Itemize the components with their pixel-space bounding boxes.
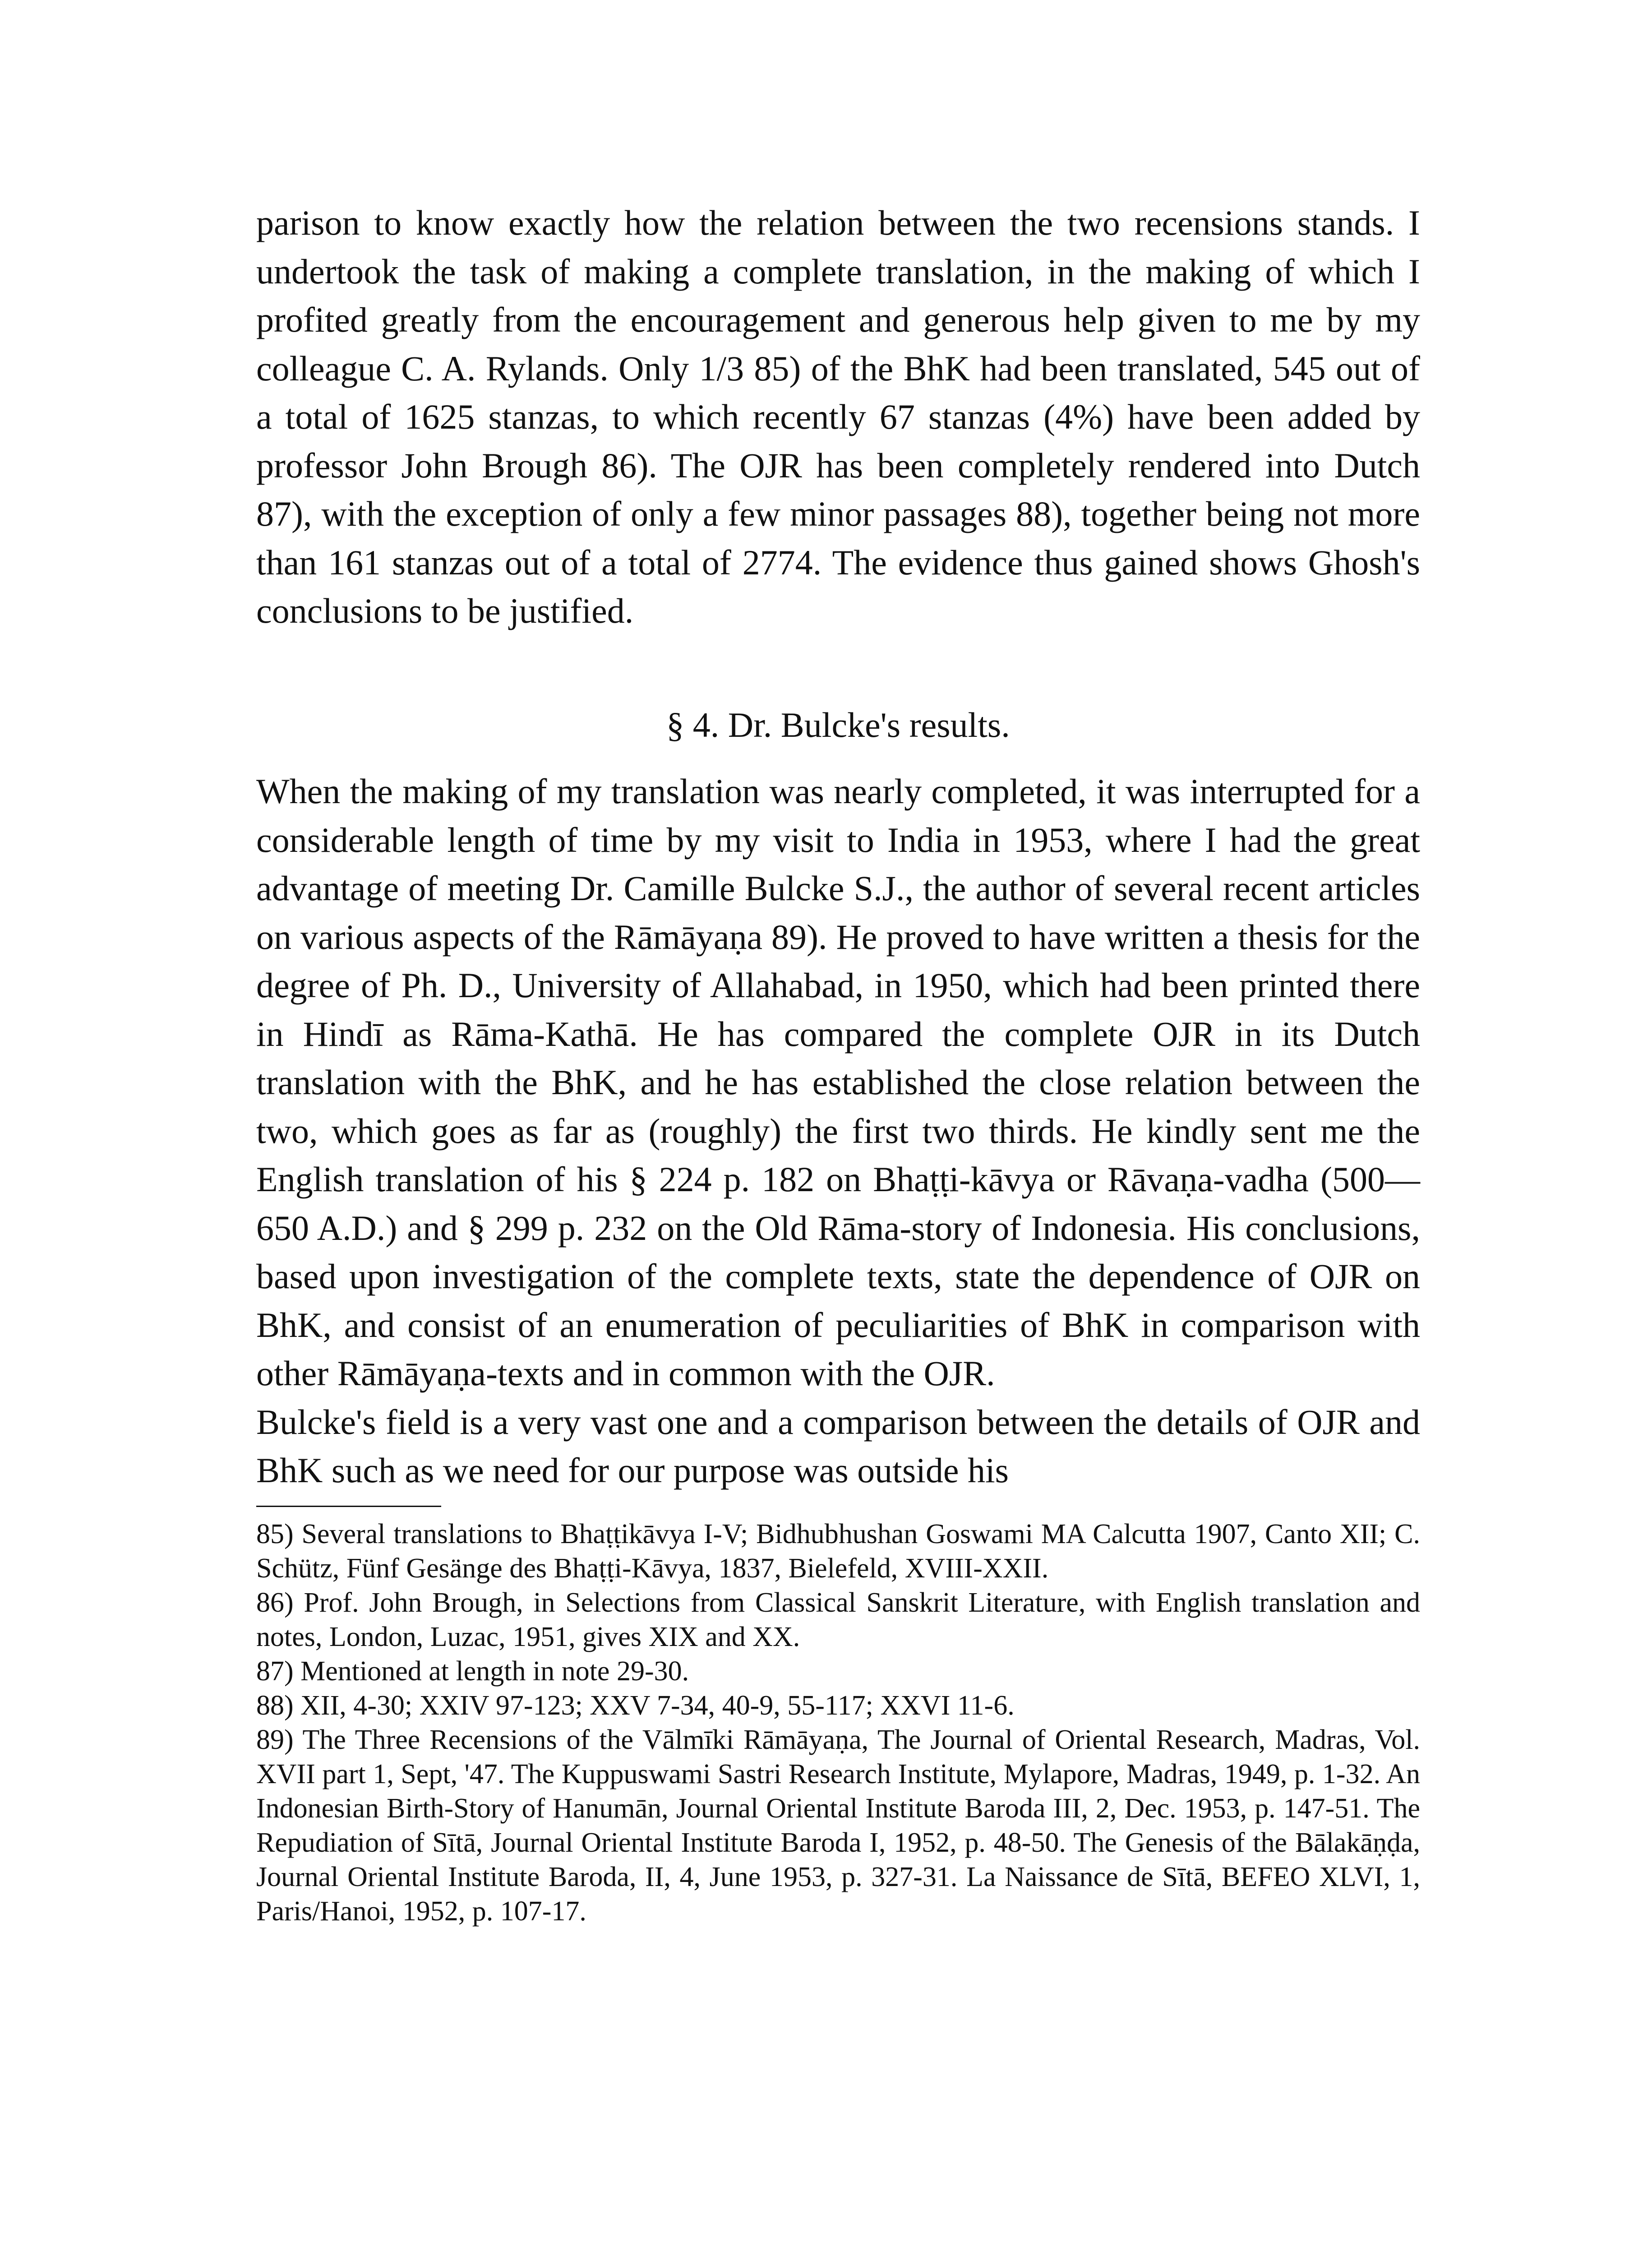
footnote-87: 87) Mentioned at length in note 29-30. — [256, 1655, 689, 1687]
footnote-88: 88) XII, 4-30; XXIV 97-123; XXV 7-34, 40-9, 55-117; XXVI 11-6. — [256, 1690, 1015, 1721]
body-paragraph-1: parison to know exactly how the relation between the two recensions stands. I undertook the task of making a complete translation, in the making of which I profited greatly from the encouragement and generous help given to me by my colleague C. A. Rylands. Only 1/3 85) of the BhK had been translated, 545 out of a total of 1625 stanzas, to which recently 67 stanzas (4%) have been added by professor John Brough 86). The OJR has been completely rendered into Dutch 87), with the exception of only a few minor passages 88), together being not more than 161 stanzas out of a total of 2774. The evidence thus gained shows Ghosh's conclusions to be justified. — [256, 203, 1420, 630]
footnote-86: 86) Prof. John Brough, in Selections from Classical Sanskrit Literature, with English translation and notes, London, Luzac, 1951, gives XIX and XX. — [256, 1587, 1420, 1652]
document-page — [256, 199, 1420, 1928]
footnote-divider — [256, 1506, 441, 1507]
section-heading: § 4. Dr. Bulcke's results. — [666, 705, 1010, 744]
body-paragraph-2: When the making of my translation was nearly completed, it was interrupted for a considerable length of time by my visit to India in 1953, where I had the great advantage of meeting Dr. Camille Bulcke S.J., the author of several recent articles on various aspects of the Rāmāyaṇa 89). He proved to have written a thesis for the degree of Ph. D., University of Allahabad, in 1950, which had been printed there in Hindī as Rāma-Kathā. He has compared the complete OJR in its Dutch translation with the BhK, and he has established the close relation between the two, which goes as far as (roughly) the first two thirds. He kindly sent me the English translation of his § 224 p. 182 on Bhaṭṭi-kāvya or Rāvaṇa-vadha (500—650 A.D.) and § 299 p. 232 on the Old Rāma-story of Indonesia. His conclusions, based upon investigation of the complete texts, state the dependence of OJR on BhK, and consist of an enumeration of peculiarities of BhK in comparison with other Rāmāyaṇa-texts and in common with the OJR. — [256, 772, 1420, 1393]
body-paragraph-3: Bulcke's field is a very vast one and a comparison between the details of OJR and BhK such as we need for our purpose was outside his — [256, 1402, 1420, 1490]
footnote-85: 85) Several translations to Bhaṭṭikāvya I-V; Bidhubhushan Goswami MA Calcutta 1907, Canto XII; C. Schütz, Fünf Gesänge des Bhaṭṭi-Kāvya, 1837, Bielefeld, XVIII-XXII. — [256, 1518, 1420, 1584]
footnote-89: 89) The Three Recensions of the Vālmīki Rāmāyaṇa, The Journal of Oriental Research, Madras, Vol. XVII part 1, Sept, '47. The Kuppuswami Sastri Research Institute, Mylapore, Madras, 1949, p. 1-32. An Indonesian Birth-Story of Hanumān, Journal Oriental Institute Baroda III, 2, Dec. 1953, p. 147-51. The Repudiation of Sītā, Journal Oriental Institute Baroda I, 1952, p. 48-50. The Genesis of the Bālakāṇḍa, Journal Oriental Institute Baroda, II, 4, June 1953, p. 327-31. La Naissance de Sītā, BEFEO XLVI, 1, Paris/Hanoi, 1952, p. 107-17. — [256, 1724, 1420, 1927]
